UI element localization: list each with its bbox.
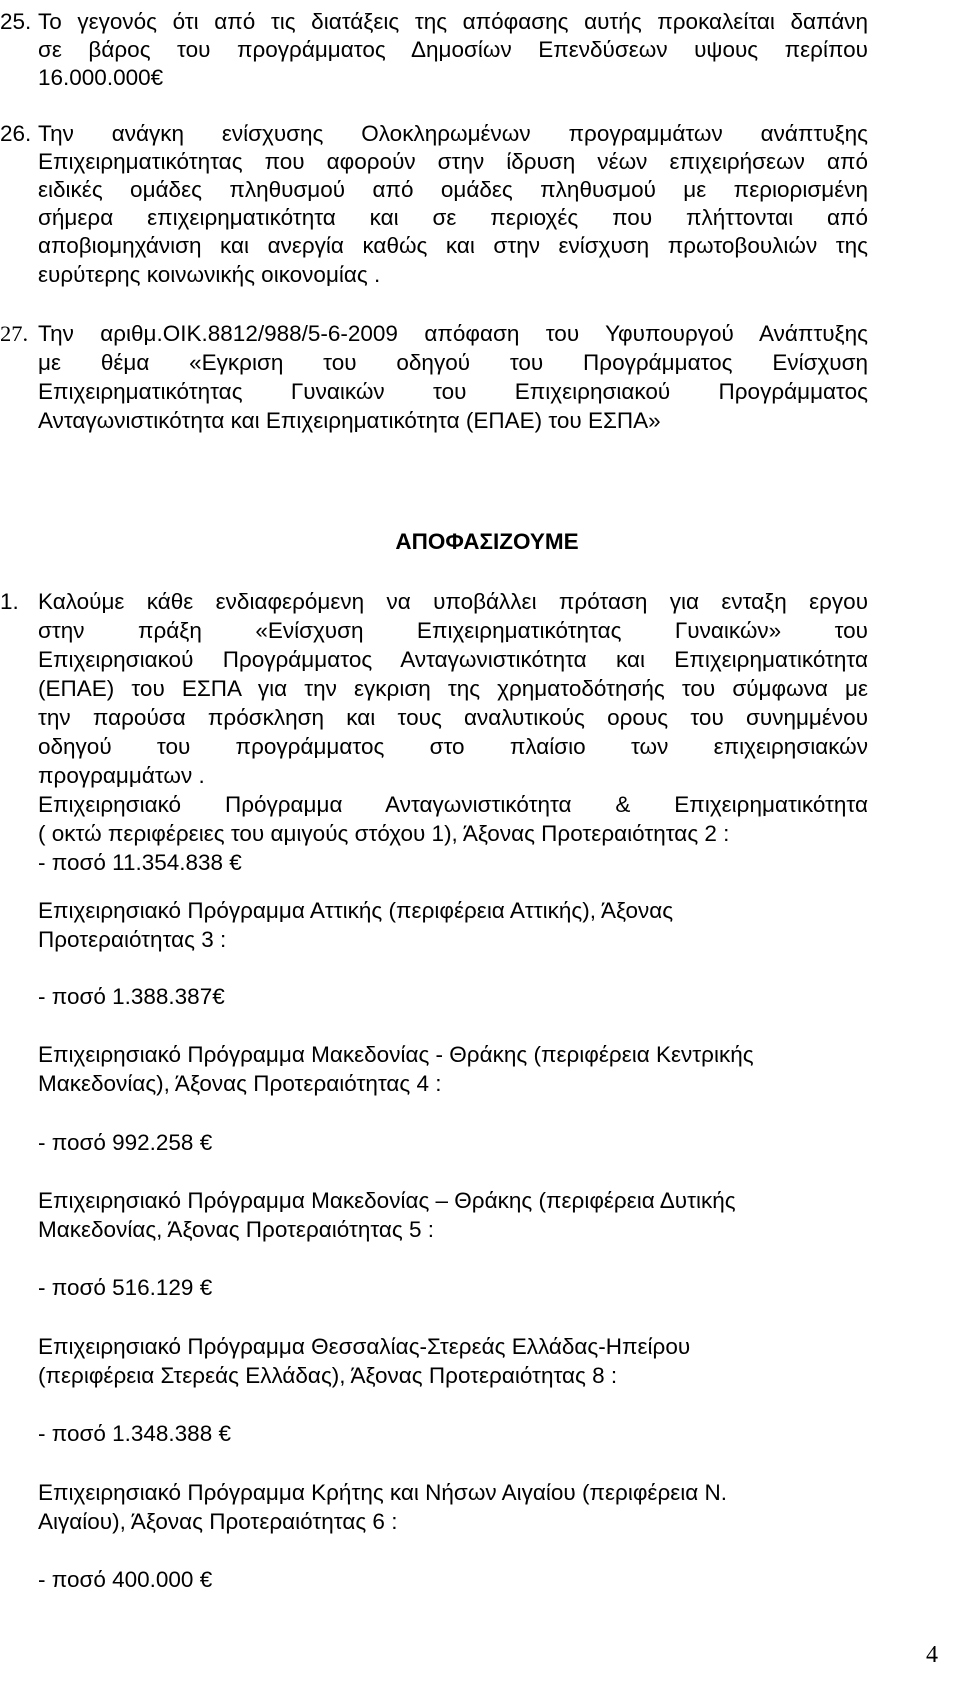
decision-1-line-6: οδηγού του προγράμματος στο πλαίσιο των επιχειρησιακών [38, 734, 868, 759]
item-27-line-4: Ανταγωνιστικότητα και Επιχειρηματικότητα (ΕΠΑΕ) του ΕΣΠΑ» [38, 408, 661, 433]
item-26-number: 26. [0, 121, 32, 146]
item-27-number: 27. [0, 321, 29, 346]
decision-heading: ΑΠΟΦΑΣΙΖΟΥΜΕ [395, 529, 579, 554]
programme-6-line-2: Αιγαίου), Άξονας Προτεραιότητας 6 : [38, 1509, 398, 1534]
programme-3-line-2: Μακεδονίας), Άξονας Προτεραιότητας 4 : [38, 1071, 442, 1096]
programme-5-line-2: (περιφέρεια Στερεάς Ελλάδας), Άξονας Προτεραιότητας 8 : [38, 1363, 618, 1388]
item-26-line-4: σήμερα επιχειρηματικότητα και σε περιοχές που πλήττονται από [38, 205, 868, 230]
page-number: 4 [926, 1642, 938, 1668]
item-26-line-6: ευρύτερης κοινωνικής οικονομίας . [38, 262, 381, 287]
programme-4-amount: - ποσό 516.129 € [38, 1275, 213, 1300]
programme-2-amount: - ποσό 1.388.387€ [38, 984, 225, 1009]
decision-1-line-1: Καλούμε κάθε ενδιαφερόμενη να υποβάλλει πρόταση για ενταξη εργου [38, 589, 868, 614]
item-26-line-2: Επιχειρηματικότητας που αφορούν στην ίδρυση νέων επιχειρήσεων από [38, 149, 868, 174]
programme-1-amount: - ποσό 11.354.838 € [38, 850, 242, 875]
item-25-line-1: Το γεγονός ότι από τις διατάξεις της απόφασης αυτής προκαλείται δαπάνη [38, 9, 868, 34]
decision-1-number: 1. [0, 589, 19, 614]
item-27-line-1: Την αριθμ.ΟΙΚ.8812/988/5-6-2009 απόφαση του Υφυπουργού Ανάπτυξης [38, 321, 868, 346]
item-25-line-3: 16.000.000€ [38, 65, 164, 90]
programme-5-line-1: Επιχειρησιακό Πρόγραμμα Θεσσαλίας-Στερεάς Ελλάδας-Ηπείρου [38, 1334, 691, 1359]
programme-1-line-1: Επιχειρησιακό Πρόγραμμα Ανταγωνιστικότητα & Επιχειρηματικότητα [38, 792, 868, 817]
item-25-line-2: σε βάρος του προγράμματος Δημοσίων Επενδύσεων υψους περίπου [38, 37, 868, 62]
programme-1-line-2: ( οκτώ περιφέρειες του αμιγούς στόχου 1), Άξονας Προτεραιότητας 2 : [38, 821, 730, 846]
item-26-line-5: αποβιομηχάνιση και ανεργία καθώς και στην ενίσχυση πρωτοβουλιών της [38, 233, 868, 258]
decision-1-line-5: την παρούσα πρόσκληση και τους αναλυτικούς ορους του συνημμένου [38, 705, 868, 730]
decision-1-line-2: στην πράξη «Ενίσχυση Επιχειρηματικότητας Γυναικών» του [38, 618, 868, 643]
item-26-line-3: ειδικές ομάδες πληθυσμού από ομάδες πληθυσμού με περιορισμένη [38, 177, 868, 202]
item-26-line-1: Την ανάγκη ενίσχυσης Ολοκληρωμένων προγραμμάτων ανάπτυξης [38, 121, 868, 146]
item-25-number: 25. [0, 9, 32, 34]
programme-6-line-1: Επιχειρησιακό Πρόγραμμα Κρήτης και Νήσων Αιγαίου (περιφέρεια Ν. [38, 1480, 728, 1505]
item-27-line-3: Επιχειρηματικότητας Γυναικών του Επιχειρησιακού Προγράμματος [38, 379, 868, 404]
programme-3-line-1: Επιχειρησιακό Πρόγραμμα Μακεδονίας - Θράκης (περιφέρεια Κεντρικής [38, 1042, 754, 1067]
decision-1-line-3: Επιχειρησιακού Προγράμματος Ανταγωνιστικότητα και Επιχειρηματικότητα [38, 647, 868, 672]
programme-6-amount: - ποσό 400.000 € [38, 1567, 213, 1592]
programme-3-amount: - ποσό 992.258 € [38, 1130, 213, 1155]
item-27-line-2: με θέμα «Εγκριση του οδηγού του Προγράμματος Ενίσχυση [38, 350, 868, 375]
programme-2-line-2: Προτεραιότητας 3 : [38, 927, 227, 952]
decision-1-line-7: προγραμμάτων . [38, 763, 205, 788]
programme-5-amount: - ποσό 1.348.388 € [38, 1421, 231, 1446]
programme-4-line-1: Επιχειρησιακό Πρόγραμμα Μακεδονίας – Θράκης (περιφέρεια Δυτικής [38, 1188, 736, 1213]
decision-1-line-4: (ΕΠΑΕ) του ΕΣΠΑ για την εγκριση της χρηματοδότησής του σύμφωνα με [38, 676, 868, 701]
programme-2-line-1: Επιχειρησιακό Πρόγραμμα Αττικής (περιφέρεια Αττικής), Άξονας [38, 898, 674, 923]
programme-4-line-2: Μακεδονίας, Άξονας Προτεραιότητας 5 : [38, 1217, 435, 1242]
